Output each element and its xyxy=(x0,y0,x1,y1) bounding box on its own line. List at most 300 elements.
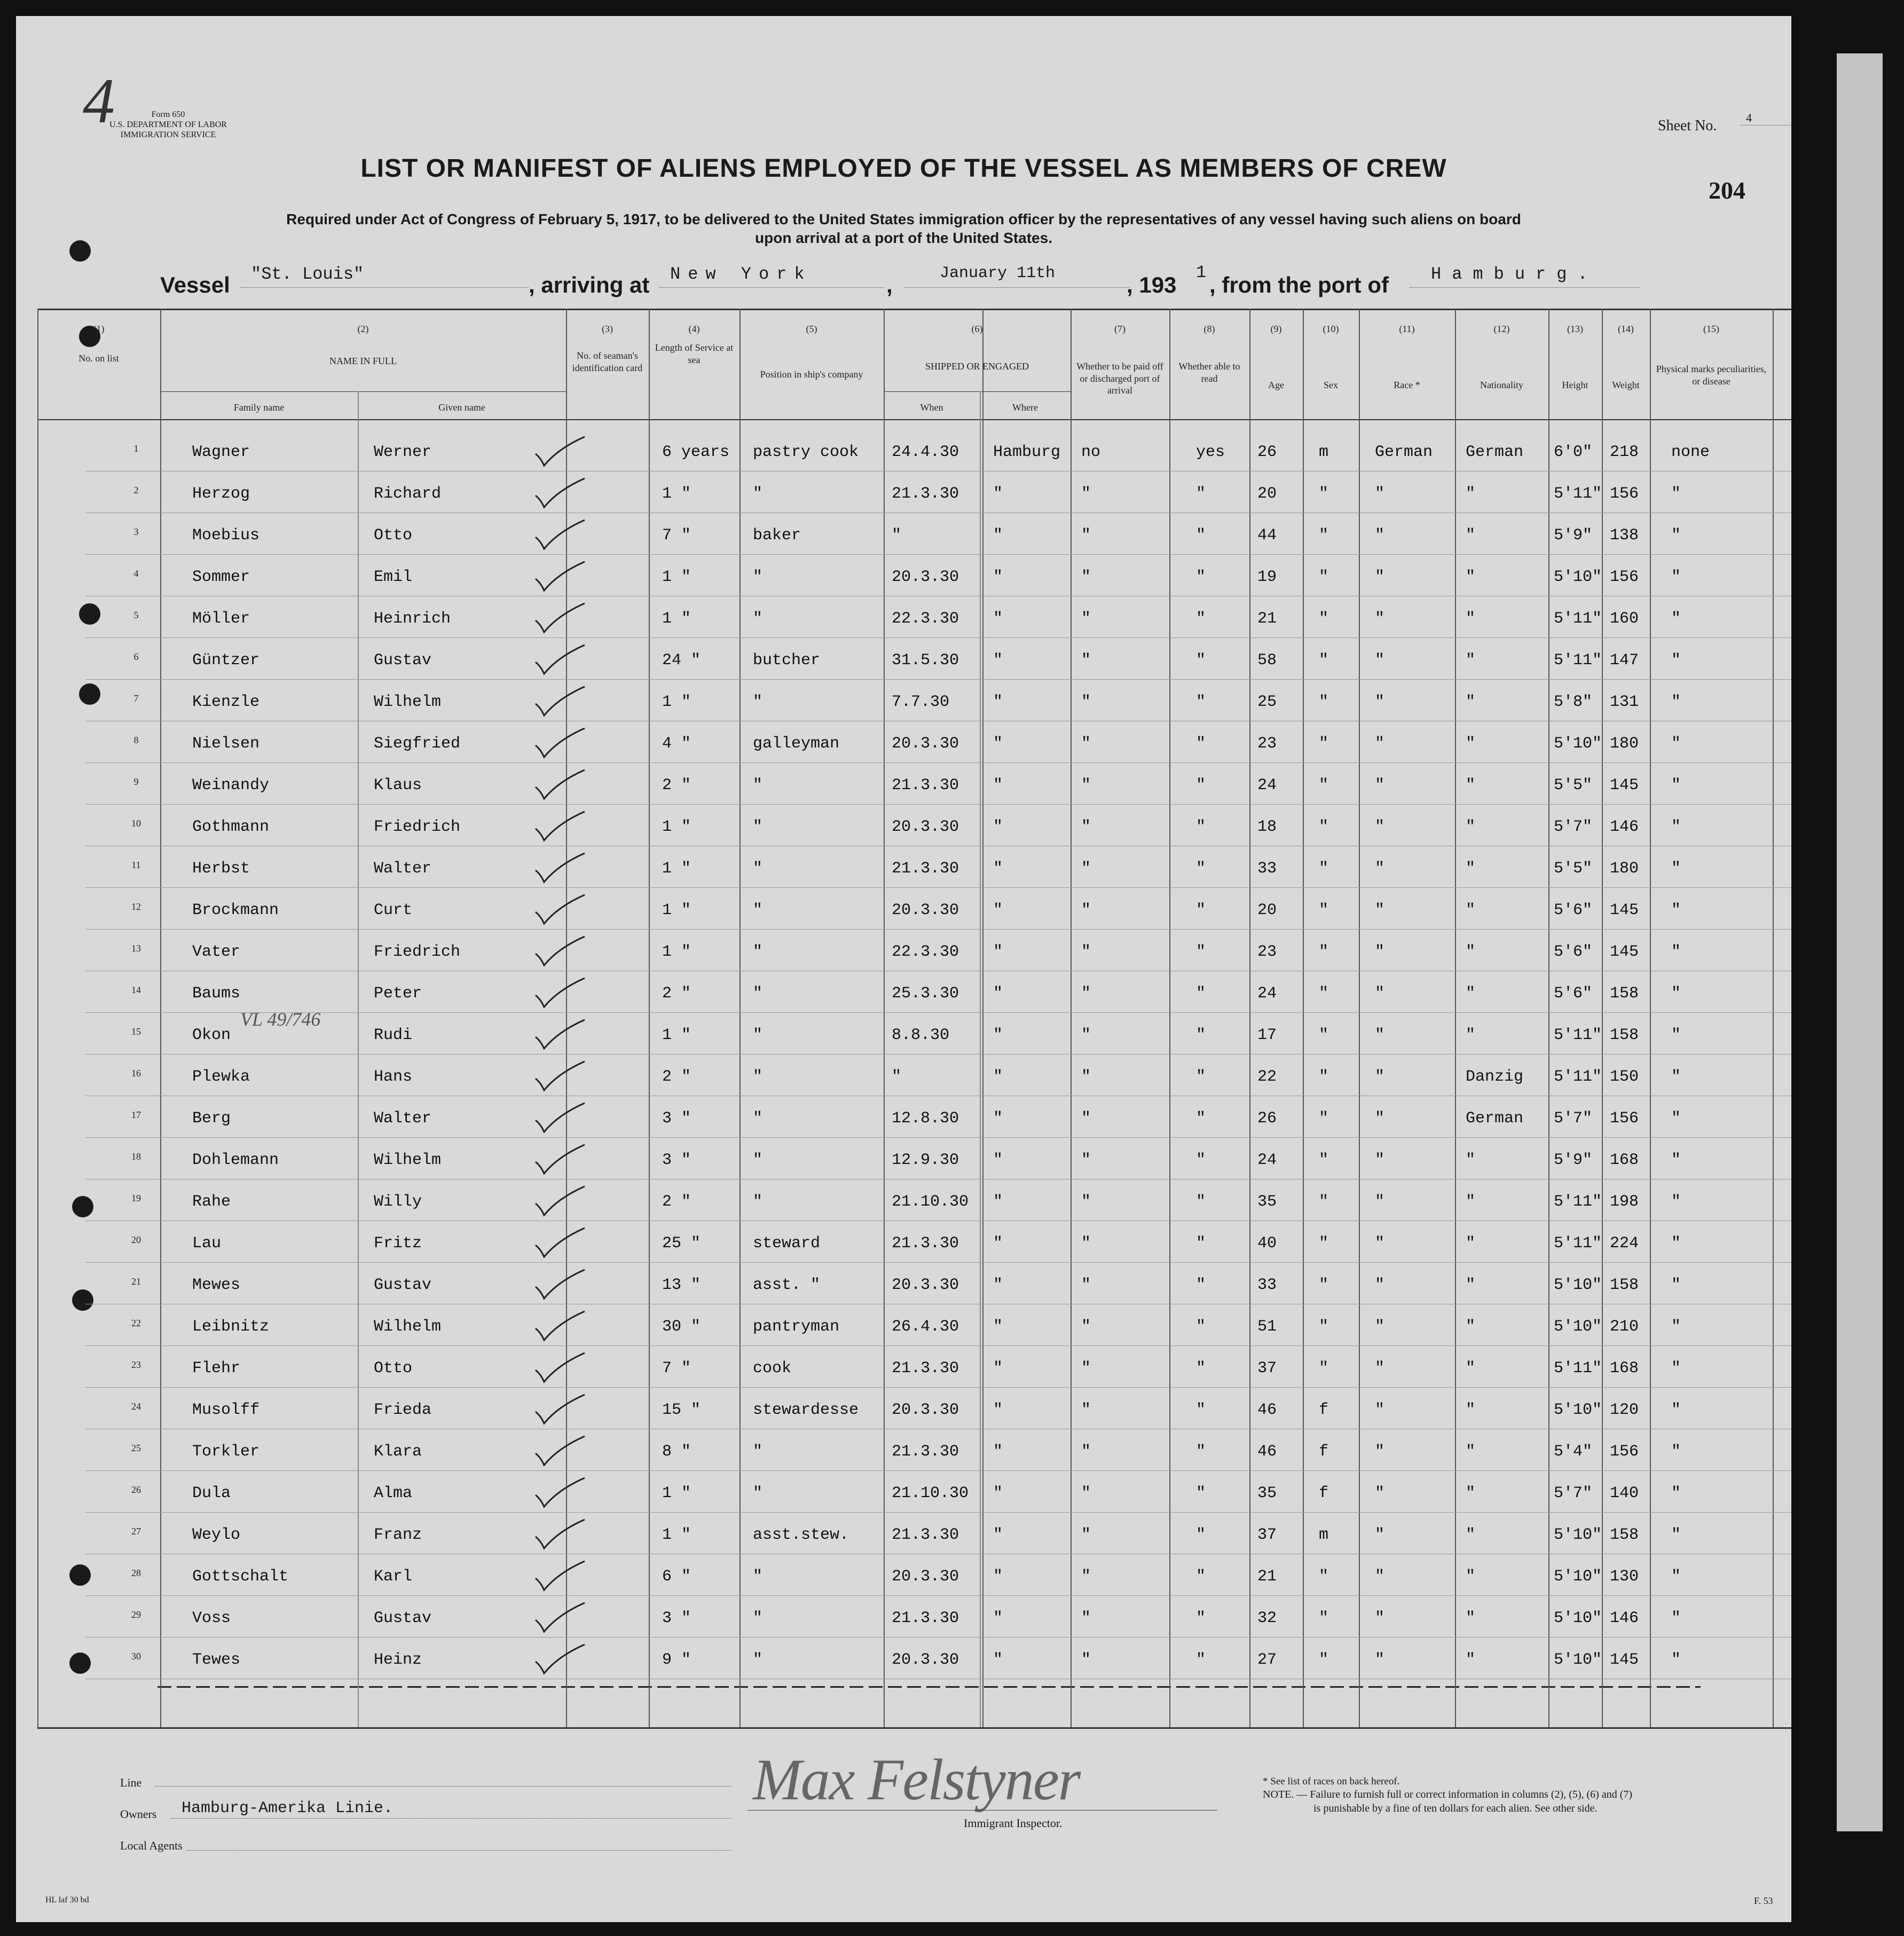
cell-paid: " xyxy=(1081,985,1091,1003)
cell-race: " xyxy=(1375,1193,1385,1211)
column-header-c8: Whether able to read xyxy=(1178,361,1240,384)
cell-position: " xyxy=(753,1651,763,1669)
shipped-subheader-rule xyxy=(884,391,1071,392)
row-number: 9 xyxy=(133,776,139,787)
binder-hole xyxy=(69,1564,91,1586)
cell-nationality: " xyxy=(1466,860,1476,878)
cell-sex: " xyxy=(1319,1359,1329,1378)
checkmark-icon xyxy=(531,1016,590,1053)
cell-weight: 146 xyxy=(1610,1609,1639,1627)
cell-when: 20.3.30 xyxy=(892,818,959,836)
cell-nationality: " xyxy=(1466,693,1476,711)
cell-family: Vater xyxy=(192,943,241,961)
column-divider xyxy=(739,309,741,1727)
cell-nationality: Danzig xyxy=(1466,1068,1524,1086)
cell-service: 1 " xyxy=(662,901,691,919)
cell-sex: m xyxy=(1319,443,1329,461)
cell-nationality: " xyxy=(1466,1651,1476,1669)
cell-marks: " xyxy=(1671,610,1681,628)
cell-sex: " xyxy=(1319,860,1329,878)
cell-given: Gustav xyxy=(374,1609,432,1627)
service-name: IMMIGRATION SERVICE xyxy=(120,130,216,140)
cell-age: 33 xyxy=(1257,1276,1277,1294)
checkmark-icon xyxy=(531,724,590,761)
column-number-c1: (1) xyxy=(93,324,105,334)
cell-when: 21.3.30 xyxy=(892,1443,959,1461)
cell-nationality: " xyxy=(1466,776,1476,794)
cell-height: 5'11" xyxy=(1554,485,1602,503)
cell-age: 24 xyxy=(1257,1151,1277,1169)
checkmark-icon xyxy=(531,1557,590,1594)
cell-age: 46 xyxy=(1257,1401,1277,1419)
cell-paid: " xyxy=(1081,526,1091,545)
cell-service: 1 " xyxy=(662,1484,691,1502)
table-bottom-rule xyxy=(37,1727,1791,1729)
cell-service: 24 " xyxy=(662,651,701,670)
cell-race: " xyxy=(1375,610,1385,628)
cell-position: " xyxy=(753,610,763,628)
cell-family: Moebius xyxy=(192,526,260,545)
cell-when: 20.3.30 xyxy=(892,1568,959,1586)
cell-given: Siegfried xyxy=(374,735,461,753)
cell-marks: " xyxy=(1671,1401,1681,1419)
cell-position: " xyxy=(753,1068,763,1086)
cell-where: " xyxy=(993,568,1003,586)
row-number: 5 xyxy=(133,610,139,620)
column-divider xyxy=(1455,309,1456,1727)
page-number: 204 xyxy=(1709,177,1745,204)
row-rule xyxy=(85,929,1791,930)
cell-given: Karl xyxy=(374,1568,413,1586)
cell-marks: " xyxy=(1671,1609,1681,1627)
column-divider xyxy=(884,309,885,1727)
cell-marks: " xyxy=(1671,1318,1681,1336)
cell-paid: " xyxy=(1081,1026,1091,1044)
cell-sex: f xyxy=(1319,1443,1329,1461)
cell-nationality: " xyxy=(1466,485,1476,503)
cell-service: 3 " xyxy=(662,1109,691,1128)
cell-read: " xyxy=(1196,776,1206,794)
cell-when: " xyxy=(892,526,902,545)
cell-marks: " xyxy=(1671,693,1681,711)
cell-nationality: " xyxy=(1466,818,1476,836)
cell-marks: " xyxy=(1671,985,1681,1003)
cell-read: " xyxy=(1196,1568,1206,1586)
cell-weight: 130 xyxy=(1610,1568,1639,1586)
cell-where: " xyxy=(993,1109,1003,1128)
inspector-signature: Max Felstyner xyxy=(753,1747,1080,1812)
cell-weight: 145 xyxy=(1610,943,1639,961)
cell-read: " xyxy=(1196,1026,1206,1044)
cell-family: Sommer xyxy=(192,568,250,586)
cell-weight: 131 xyxy=(1610,693,1639,711)
cell-race: " xyxy=(1375,1526,1385,1544)
column-number-c8: (8) xyxy=(1203,324,1215,334)
cell-race: " xyxy=(1375,1026,1385,1044)
cell-given: Peter xyxy=(374,985,422,1003)
column-number-c10: (10) xyxy=(1323,324,1339,334)
name-subheader-rule xyxy=(160,391,566,392)
cell-paid: " xyxy=(1081,776,1091,794)
cell-read: " xyxy=(1196,610,1206,628)
cell-given: Friedrich xyxy=(374,818,461,836)
cell-family: Voss xyxy=(192,1609,231,1627)
cell-read: " xyxy=(1196,1234,1206,1253)
column-number-c6: (6) xyxy=(971,324,983,334)
cell-when: 24.4.30 xyxy=(892,443,959,461)
cell-marks: " xyxy=(1671,1443,1681,1461)
cell-position: " xyxy=(753,985,763,1003)
cell-where: " xyxy=(993,1359,1003,1378)
cell-read: " xyxy=(1196,1359,1206,1378)
cell-height: 5'10" xyxy=(1554,1318,1602,1336)
cell-where: " xyxy=(993,1568,1003,1586)
fine-note-line2: is punishable by a fine of ten dollars for each alien. See other side. xyxy=(1313,1803,1598,1814)
row-number: 6 xyxy=(133,651,139,662)
checkmark-icon xyxy=(531,1099,590,1136)
column-number-c2: (2) xyxy=(357,324,369,334)
cell-position: " xyxy=(753,943,763,961)
cell-when: 22.3.30 xyxy=(892,610,959,628)
end-of-list-rule xyxy=(158,1686,1701,1688)
cell-nationality: " xyxy=(1466,651,1476,670)
column-header-c2: NAME IN FULL xyxy=(329,356,397,366)
cell-race: " xyxy=(1375,1651,1385,1669)
cell-family: Gottschalt xyxy=(192,1568,289,1586)
row-number: 30 xyxy=(131,1651,141,1662)
row-rule xyxy=(85,1637,1791,1638)
cell-service: 15 " xyxy=(662,1401,701,1419)
cell-height: 5'11" xyxy=(1554,610,1602,628)
cell-marks: " xyxy=(1671,485,1681,503)
row-rule xyxy=(85,679,1791,680)
cell-race: " xyxy=(1375,1234,1385,1253)
cell-given: Emil xyxy=(374,568,413,586)
cell-nationality: " xyxy=(1466,568,1476,586)
cell-height: 5'6" xyxy=(1554,901,1593,919)
cell-given: Gustav xyxy=(374,1276,432,1294)
cell-position: steward xyxy=(753,1234,821,1253)
cell-service: 30 " xyxy=(662,1318,701,1336)
row-number: 18 xyxy=(131,1151,141,1162)
cell-position: stewardesse xyxy=(753,1401,859,1419)
cell-age: 51 xyxy=(1257,1318,1277,1336)
cell-paid: " xyxy=(1081,1193,1091,1211)
corner-mark: 4 xyxy=(83,65,115,136)
cell-marks: " xyxy=(1671,1276,1681,1294)
cell-read: " xyxy=(1196,1151,1206,1169)
cell-sex: f xyxy=(1319,1401,1329,1419)
cell-position: " xyxy=(753,1193,763,1211)
cell-given: Wilhelm xyxy=(374,1318,442,1336)
row-rule xyxy=(85,1012,1791,1013)
cell-family: Herzog xyxy=(192,485,250,503)
cell-weight: 218 xyxy=(1610,443,1639,461)
cell-weight: 180 xyxy=(1610,735,1639,753)
cell-marks: " xyxy=(1671,1234,1681,1253)
cell-height: 5'6" xyxy=(1554,943,1593,961)
column-number-c4: (4) xyxy=(688,324,700,334)
cell-where: " xyxy=(993,901,1003,919)
cell-position: galleyman xyxy=(753,735,840,753)
cell-read: " xyxy=(1196,860,1206,878)
cell-sex: " xyxy=(1319,1276,1329,1294)
cell-where: " xyxy=(993,693,1003,711)
row-rule xyxy=(85,1137,1791,1138)
cell-race: " xyxy=(1375,860,1385,878)
cell-where: " xyxy=(993,485,1003,503)
column-header-c12: Nationality xyxy=(1480,380,1523,390)
from-label: , from the port of xyxy=(1209,272,1389,297)
cell-where: " xyxy=(993,1443,1003,1461)
cell-nationality: " xyxy=(1466,1568,1476,1586)
cell-service: 1 " xyxy=(662,1026,691,1044)
cell-position: " xyxy=(753,1151,763,1169)
cell-given: Otto xyxy=(374,526,413,545)
row-rule xyxy=(85,1387,1791,1388)
cell-position: pastry cook xyxy=(753,443,859,461)
cell-where: " xyxy=(993,985,1003,1003)
print-code: HL laf 30 bd xyxy=(45,1895,89,1904)
cell-weight: 158 xyxy=(1610,1276,1639,1294)
checkmark-icon xyxy=(531,807,590,845)
cell-read: " xyxy=(1196,485,1206,503)
cell-given: Alma xyxy=(374,1484,413,1502)
checkmark-icon xyxy=(531,1265,590,1303)
cell-given: Klara xyxy=(374,1443,422,1461)
cell-paid: " xyxy=(1081,1484,1091,1502)
cell-paid: " xyxy=(1081,568,1091,586)
cell-service: 1 " xyxy=(662,610,691,628)
row-number: 13 xyxy=(131,943,141,954)
cell-race: " xyxy=(1375,985,1385,1003)
column-header-c15: Physical marks peculiarities, or disease xyxy=(1656,364,1767,387)
cell-height: 5'10" xyxy=(1554,1568,1602,1586)
cell-given: Werner xyxy=(374,443,432,461)
cell-service: 1 " xyxy=(662,1526,691,1544)
cell-race: " xyxy=(1375,526,1385,545)
cell-marks: " xyxy=(1671,901,1681,919)
cell-height: 5'11" xyxy=(1554,1068,1602,1086)
cell-family: Leibnitz xyxy=(192,1318,270,1336)
row-rule xyxy=(85,1512,1791,1513)
row-rule xyxy=(85,1595,1791,1596)
table-header-rule xyxy=(37,419,1791,420)
row-number: 11 xyxy=(131,860,141,870)
cell-weight: 224 xyxy=(1610,1234,1639,1253)
cell-nationality: " xyxy=(1466,1276,1476,1294)
cell-position: " xyxy=(753,1443,763,1461)
cell-height: 5'11" xyxy=(1554,1026,1602,1044)
cell-service: 1 " xyxy=(662,485,691,503)
cell-family: Lau xyxy=(192,1234,222,1253)
row-rule xyxy=(85,1262,1791,1263)
cell-where: Hamburg xyxy=(993,443,1061,461)
checkmark-icon xyxy=(531,932,590,970)
column-header-c10: Sex xyxy=(1324,380,1338,390)
cell-age: 17 xyxy=(1257,1026,1277,1044)
column-header-c4: Length of Service at sea xyxy=(655,342,734,365)
cell-where: " xyxy=(993,860,1003,878)
cell-nationality: " xyxy=(1466,1484,1476,1502)
checkmark-icon xyxy=(531,432,590,470)
cell-where: " xyxy=(993,1151,1003,1169)
cell-marks: " xyxy=(1671,860,1681,878)
column-divider xyxy=(1773,309,1774,1727)
checkmark-icon xyxy=(531,974,590,1011)
cell-weight: 158 xyxy=(1610,1026,1639,1044)
cell-read: " xyxy=(1196,568,1206,586)
cell-age: 35 xyxy=(1257,1484,1277,1502)
cell-when: 7.7.30 xyxy=(892,693,950,711)
cell-marks: " xyxy=(1671,1109,1681,1128)
row-number: 19 xyxy=(131,1193,141,1203)
cell-service: 2 " xyxy=(662,985,691,1003)
cell-read: " xyxy=(1196,1193,1206,1211)
cell-family: Güntzer xyxy=(192,651,260,670)
cell-where: " xyxy=(993,1026,1003,1044)
cell-paid: " xyxy=(1081,693,1091,711)
cell-where: " xyxy=(993,943,1003,961)
cell-where: " xyxy=(993,1526,1003,1544)
cell-when: 22.3.30 xyxy=(892,943,959,961)
column-number-c15: (15) xyxy=(1703,324,1719,334)
checkmark-icon xyxy=(531,1599,590,1636)
column-number-c9: (9) xyxy=(1270,324,1282,334)
cell-weight: 160 xyxy=(1610,610,1639,628)
row-number: 15 xyxy=(131,1026,141,1037)
cell-position: " xyxy=(753,860,763,878)
cell-age: 20 xyxy=(1257,485,1277,503)
cell-given: Wilhelm xyxy=(374,693,442,711)
cell-race: " xyxy=(1375,735,1385,753)
cell-paid: " xyxy=(1081,1526,1091,1544)
cell-family: Herbst xyxy=(192,860,250,878)
cell-given: Fritz xyxy=(374,1234,422,1253)
cell-race: " xyxy=(1375,1151,1385,1169)
cell-paid: " xyxy=(1081,1276,1091,1294)
checkmark-icon xyxy=(531,891,590,928)
cell-nationality: German xyxy=(1466,443,1524,461)
cell-position: butcher xyxy=(753,651,821,670)
cell-height: 5'10" xyxy=(1554,1609,1602,1627)
cell-age: 58 xyxy=(1257,651,1277,670)
binder-hole xyxy=(79,603,100,625)
cell-age: 21 xyxy=(1257,1568,1277,1586)
cell-marks: " xyxy=(1671,568,1681,586)
cell-race: " xyxy=(1375,1068,1385,1086)
cell-when: 21.3.30 xyxy=(892,776,959,794)
cell-race: " xyxy=(1375,1484,1385,1502)
cell-race: " xyxy=(1375,1443,1385,1461)
row-number: 1 xyxy=(133,443,139,454)
column-header-c7: Whether to be paid off or discharged port of arrival xyxy=(1076,361,1163,396)
cell-nationality: " xyxy=(1466,985,1476,1003)
year-prefix: , 193 xyxy=(1127,272,1177,297)
cell-race: " xyxy=(1375,901,1385,919)
cell-sex: " xyxy=(1319,901,1329,919)
column-header-c1: No. on list xyxy=(78,353,119,364)
manifest-title: LIST OR MANIFEST OF ALIENS EMPLOYED OF THE VESSEL AS MEMBERS OF CREW xyxy=(360,154,1447,183)
cell-service: 8 " xyxy=(662,1443,691,1461)
cell-marks: " xyxy=(1671,1068,1681,1086)
cell-race: " xyxy=(1375,693,1385,711)
column-divider xyxy=(1650,309,1651,1727)
checkmark-icon xyxy=(531,474,590,511)
cell-given: Heinrich xyxy=(374,610,451,628)
cell-family: Möller xyxy=(192,610,250,628)
cell-sex: " xyxy=(1319,985,1329,1003)
cell-height: 5'9" xyxy=(1554,526,1593,545)
cell-service: 6 years xyxy=(662,443,730,461)
cell-nationality: " xyxy=(1466,735,1476,753)
cell-race: " xyxy=(1375,1276,1385,1294)
cell-age: 46 xyxy=(1257,1443,1277,1461)
cell-height: 5'10" xyxy=(1554,568,1602,586)
row-number: 22 xyxy=(131,1318,141,1328)
cell-nationality: " xyxy=(1466,943,1476,961)
cell-weight: 120 xyxy=(1610,1401,1639,1419)
checkmark-icon xyxy=(531,599,590,636)
cell-given: Richard xyxy=(374,485,442,503)
cell-marks: " xyxy=(1671,651,1681,670)
cell-family: Gothmann xyxy=(192,818,270,836)
checkmark-icon xyxy=(531,766,590,803)
column-divider xyxy=(1359,309,1360,1727)
cell-paid: " xyxy=(1081,485,1091,503)
department-name: U.S. DEPARTMENT OF LABOR xyxy=(109,120,227,130)
sheet-value: 4 xyxy=(1741,111,1791,125)
subheader-c2-family: Family name xyxy=(233,402,285,413)
manifest-subtitle-line1: Required under Act of Congress of February 5, 1917, to be delivered to the United States immigration officer by the representatives of any vessel having such aliens on board xyxy=(286,211,1521,227)
cell-sex: " xyxy=(1319,1109,1329,1128)
column-header-c3: No. of seaman's identification card xyxy=(572,350,643,373)
cell-service: 7 " xyxy=(662,526,691,545)
row-number: 14 xyxy=(131,985,141,995)
row-rule xyxy=(85,804,1791,805)
cell-weight: 158 xyxy=(1610,985,1639,1003)
checkmark-icon xyxy=(531,557,590,595)
cell-nationality: " xyxy=(1466,610,1476,628)
cell-where: " xyxy=(993,1484,1003,1502)
cell-given: Rudi xyxy=(374,1026,413,1044)
cell-when: 20.3.30 xyxy=(892,1276,959,1294)
cell-age: 25 xyxy=(1257,693,1277,711)
cell-service: 25 " xyxy=(662,1234,701,1253)
column-divider xyxy=(1169,309,1170,1727)
cell-service: 1 " xyxy=(662,693,691,711)
cell-weight: 156 xyxy=(1610,568,1639,586)
cell-sex: " xyxy=(1319,1609,1329,1627)
cell-given: Franz xyxy=(374,1526,422,1544)
cell-where: " xyxy=(993,1068,1003,1086)
cell-race: " xyxy=(1375,776,1385,794)
cell-read: " xyxy=(1196,1068,1206,1086)
checkmark-icon xyxy=(531,1474,590,1511)
cell-height: 5'7" xyxy=(1554,818,1593,836)
cell-sex: f xyxy=(1319,1484,1329,1502)
checkmark-icon xyxy=(531,516,590,553)
checkmark-icon xyxy=(531,1349,590,1386)
binder-hole xyxy=(72,1289,93,1311)
cell-marks: " xyxy=(1671,1026,1681,1044)
cell-height: 5'8" xyxy=(1554,693,1593,711)
cell-when: 31.5.30 xyxy=(892,651,959,670)
cell-read: " xyxy=(1196,1109,1206,1128)
cell-sex: " xyxy=(1319,526,1329,545)
cell-service: 4 " xyxy=(662,735,691,753)
cell-read: " xyxy=(1196,1526,1206,1544)
